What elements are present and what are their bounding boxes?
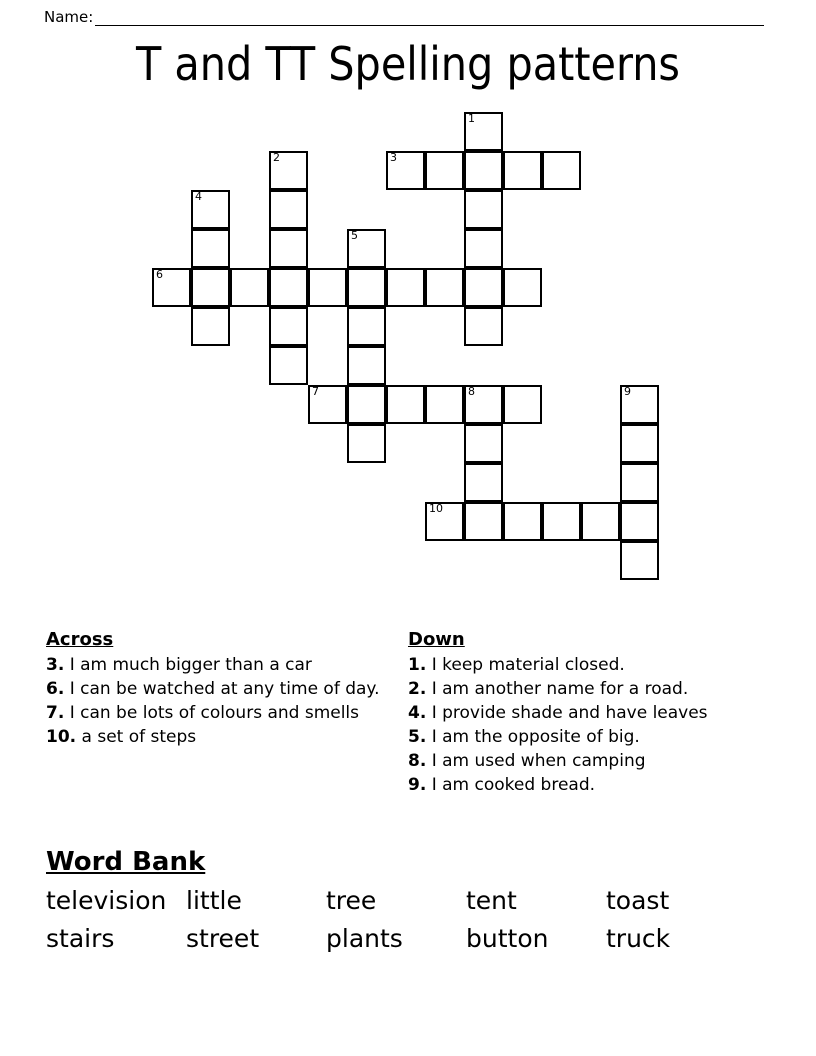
cell-number: 5 — [351, 229, 358, 242]
clue-number: 10. — [46, 727, 77, 747]
crossword-cell[interactable] — [347, 307, 386, 346]
clue-text: I provide shade and have leaves — [426, 703, 708, 723]
crossword-cell[interactable] — [464, 463, 503, 502]
crossword-cell[interactable] — [620, 463, 659, 502]
crossword-cell[interactable] — [425, 502, 464, 541]
crossword-cell[interactable] — [191, 268, 230, 307]
crossword-cell[interactable] — [386, 385, 425, 424]
crossword-cell[interactable] — [308, 385, 347, 424]
name-label: Name: — [44, 8, 94, 26]
word-bank-word: plants — [326, 924, 403, 953]
clue-text: I keep material closed. — [426, 655, 625, 675]
down-clue — [408, 749, 770, 773]
crossword-cell[interactable] — [347, 424, 386, 463]
across-heading: Across — [46, 629, 114, 650]
crossword-cell[interactable] — [425, 151, 464, 190]
cell-number: 1 — [468, 112, 475, 125]
across-clues-column — [46, 628, 408, 797]
crossword-cell[interactable] — [425, 385, 464, 424]
clue-number: 5. — [408, 727, 427, 747]
word-bank-word: television — [46, 886, 167, 915]
clue-text: I am the opposite of big. — [426, 727, 640, 747]
crossword-cell[interactable] — [191, 307, 230, 346]
crossword-cell[interactable] — [386, 268, 425, 307]
crossword-cell[interactable] — [503, 502, 542, 541]
cell-number: 3 — [390, 151, 397, 164]
cell-number: 2 — [273, 151, 280, 164]
crossword-cell[interactable] — [269, 151, 308, 190]
clue-number: 3. — [46, 655, 65, 675]
crossword-cell[interactable] — [464, 424, 503, 463]
crossword-cell[interactable] — [230, 268, 269, 307]
crossword-cell[interactable] — [269, 307, 308, 346]
word-bank-word: toast — [606, 886, 670, 915]
crossword-cell[interactable] — [386, 151, 425, 190]
across-clue — [46, 701, 408, 725]
crossword-cell[interactable] — [542, 151, 581, 190]
word-bank-row — [46, 882, 746, 920]
crossword-cell[interactable] — [620, 424, 659, 463]
word-bank-word: little — [186, 886, 242, 915]
down-clues-column — [408, 628, 770, 797]
down-clue — [408, 725, 770, 749]
down-heading: Down — [408, 629, 465, 650]
down-clue — [408, 653, 770, 677]
crossword-cell[interactable] — [347, 268, 386, 307]
word-bank-row — [46, 920, 746, 958]
crossword-cell[interactable] — [464, 151, 503, 190]
cell-number: 8 — [468, 385, 475, 398]
crossword-cell[interactable] — [191, 229, 230, 268]
crossword-cell[interactable] — [620, 385, 659, 424]
crossword-cell[interactable] — [464, 190, 503, 229]
crossword-cell[interactable] — [464, 229, 503, 268]
crossword-cell[interactable] — [269, 268, 308, 307]
across-clue — [46, 677, 408, 701]
crossword-cell[interactable] — [464, 268, 503, 307]
clues-section — [46, 628, 770, 797]
across-clue — [46, 725, 408, 749]
cell-number: 10 — [429, 502, 443, 515]
crossword-cell[interactable] — [581, 502, 620, 541]
crossword-cell[interactable] — [503, 268, 542, 307]
clue-text: I am used when camping — [426, 751, 646, 771]
clue-number: 4. — [408, 703, 427, 723]
crossword-cell[interactable] — [464, 502, 503, 541]
crossword-cell[interactable] — [464, 307, 503, 346]
word-bank-word: street — [186, 924, 260, 953]
word-bank-list — [46, 882, 746, 958]
cell-number: 6 — [156, 268, 163, 281]
cell-number: 9 — [624, 385, 631, 398]
cell-number: 4 — [195, 190, 202, 203]
crossword-cell[interactable] — [620, 502, 659, 541]
down-clue — [408, 677, 770, 701]
clue-number: 1. — [408, 655, 427, 675]
clue-text: I can be lots of colours and smells — [64, 703, 360, 723]
down-clue — [408, 773, 770, 797]
word-bank-word: tree — [326, 886, 377, 915]
crossword-cell[interactable] — [152, 268, 191, 307]
crossword-cell[interactable] — [503, 151, 542, 190]
across-clue — [46, 653, 408, 677]
crossword-cell[interactable] — [620, 541, 659, 580]
page-title: T and TT Spelling patterns — [135, 37, 680, 91]
crossword-cell[interactable] — [347, 229, 386, 268]
crossword-cell[interactable] — [308, 268, 347, 307]
word-bank-word: truck — [606, 924, 671, 953]
clue-number: 8. — [408, 751, 427, 771]
clue-text: I am cooked bread. — [426, 775, 596, 795]
crossword-cell[interactable] — [269, 346, 308, 385]
cell-number: 7 — [312, 385, 319, 398]
word-bank-word: stairs — [46, 924, 115, 953]
crossword-cell[interactable] — [269, 190, 308, 229]
clue-number: 2. — [408, 679, 427, 699]
crossword-cell[interactable] — [425, 268, 464, 307]
crossword-cell[interactable] — [503, 385, 542, 424]
word-bank-word: button — [466, 924, 549, 953]
crossword-cell[interactable] — [542, 502, 581, 541]
clue-number: 9. — [408, 775, 427, 795]
crossword-cell[interactable] — [464, 385, 503, 424]
clue-text: a set of steps — [76, 727, 197, 747]
crossword-cell[interactable] — [464, 112, 503, 151]
clue-text: I am much bigger than a car — [64, 655, 312, 675]
clue-text: I am another name for a road. — [426, 679, 689, 699]
clue-number: 7. — [46, 703, 65, 723]
crossword-cell[interactable] — [347, 346, 386, 385]
word-bank-word: tent — [466, 886, 517, 915]
down-clue — [408, 701, 770, 725]
crossword-cell[interactable] — [347, 385, 386, 424]
word-bank-heading: Word Bank — [46, 847, 206, 877]
clue-text: I can be watched at any time of day. — [64, 679, 380, 699]
crossword-cell[interactable] — [269, 229, 308, 268]
clue-number: 6. — [46, 679, 65, 699]
crossword-cell[interactable] — [191, 190, 230, 229]
